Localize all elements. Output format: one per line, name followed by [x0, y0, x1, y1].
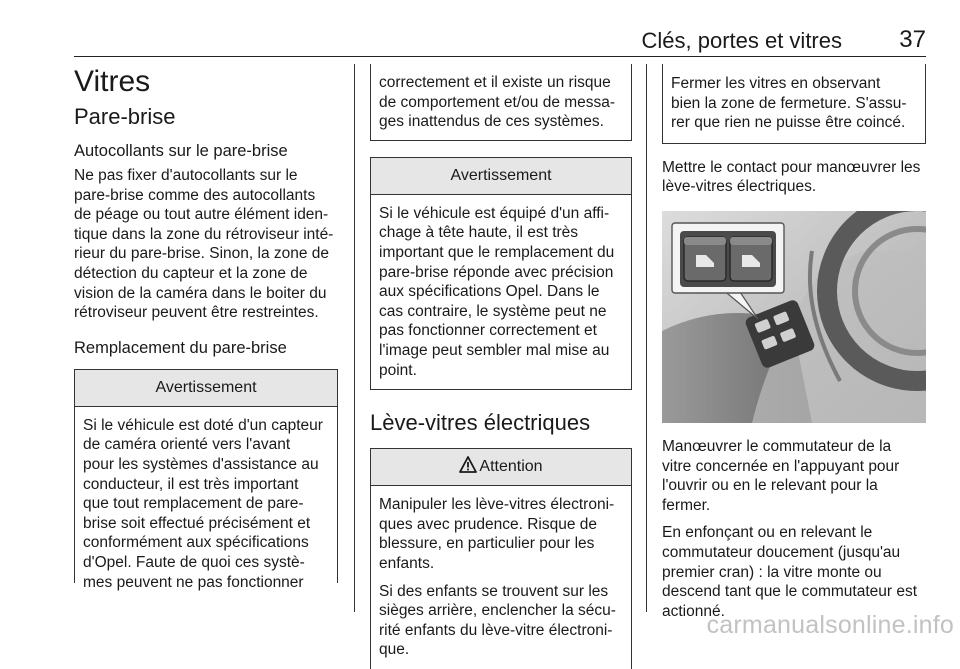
warning-title: Avertissement — [75, 370, 337, 407]
attention-body: Manipuler les lève-vitres électroni- ques avec prudence. Risque de blessure, en particulier pour les enfants. Si des enfants se trouvent sur les sièges arrière, enclencher la sécu- rité enfants du lève-vitre électroni- que. — [379, 496, 616, 659]
section-title: Vitres — [74, 65, 151, 98]
warning-body: Si le véhicule est doté d'un capteur de caméra orienté vers l'avant pour les systèmes d'assistance au conducteur, il est très important que tout remplacement de pare- brise soit effectué précisément et conformément aux spécifications d'Opel. Faute de quoi ces systè- mes peuvent ne pas fonctionner — [83, 416, 323, 591]
page-number: 37 — [899, 26, 926, 53]
running-title: Clés, portes et vitres — [641, 28, 842, 53]
attention-header — [371, 449, 631, 486]
operate-paragraph: Manœuvrer le commutateur de la vitre concernée en l'appuyant pour l'ouvrir ou en le relevant pour la fermer. — [662, 437, 900, 514]
heading-stickers: Autocollants sur le pare-brise — [74, 142, 288, 160]
warning-title: Avertissement — [371, 158, 631, 195]
column-2 — [370, 64, 632, 669]
column-3 — [662, 64, 926, 621]
page-header — [74, 22, 926, 52]
instructions — [662, 437, 926, 621]
stickers-paragraph: Ne pas fixer d'autocollants sur le pare-brise comme des autocollants de péage ou tout autre élément iden- tique dans la zone du rétroviseur inté- rieur du pare-brise. Sinon, la zone de détection du capteur et la zone de vision de la caméra dans le boiter du rétroviseur peuvent être restreintes. — [74, 167, 334, 322]
subsection-title: Pare-brise — [74, 104, 176, 129]
ignition-paragraph: Mettre le contact pour manœuvrer les lève-vitres électriques. — [662, 158, 921, 196]
attention-box — [370, 448, 632, 669]
warning-triangle-icon — [459, 451, 477, 487]
section-title-power-windows: Lève-vitres électriques — [370, 410, 591, 436]
attention-box-continued: Fermer les vitres en observant bien la zone de fermeture. S'assu- rer que rien ne puisse être coincé. — [662, 64, 926, 144]
gentle-press-paragraph: En enfonçant ou en relevant le commutateur doucement (jusqu'au premier cran) : la vitre monte ou descend tant que le commutateur est actionné. — [662, 524, 918, 620]
warning-box-hud — [370, 157, 632, 390]
watermark: carmanualsonline.info — [706, 611, 954, 639]
power-window-switch-photo — [662, 211, 926, 423]
heading-replacement: Remplacement du pare-brise — [74, 338, 287, 357]
warning-box-windshield — [74, 369, 338, 591]
column-divider-1 — [354, 64, 355, 612]
warning-box-continued: correctement et il existe un risque de comportement et/ou de messa- ges inattendus de ces systèmes. — [370, 64, 632, 141]
column-divider-2 — [646, 64, 647, 612]
warning-body: Si le véhicule est équipé d'un affi- chage à tête haute, il est très important que le remplacement du pare-brise réponde avec précision aux spécifications Opel. Dans le cas contraire, le système peut ne pas fonctionner correctement et l'image peut sembler mal mise au point. — [379, 204, 615, 379]
header-rule — [74, 56, 926, 57]
attention-title: Attention — [479, 458, 543, 476]
column-1 — [74, 64, 338, 591]
